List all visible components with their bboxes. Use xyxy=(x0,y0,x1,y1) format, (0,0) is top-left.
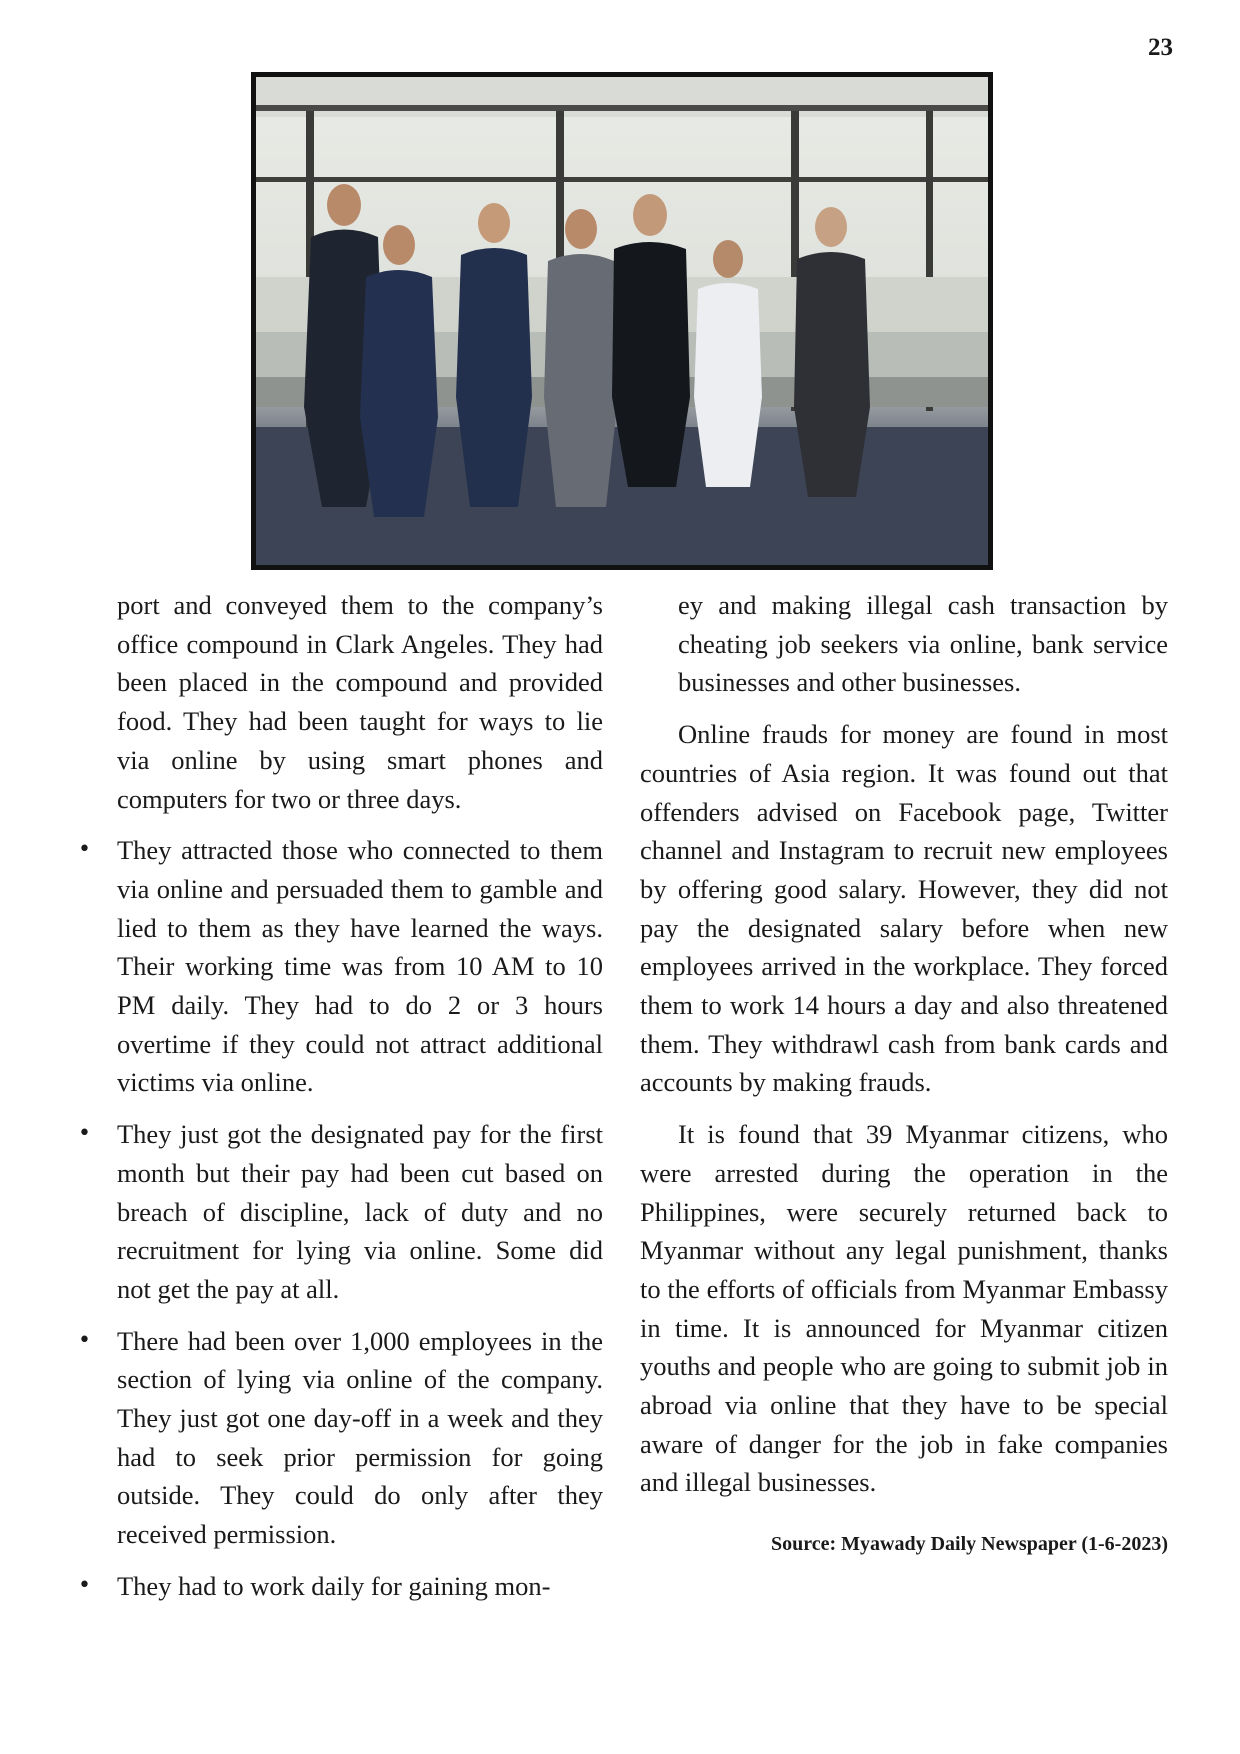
list-item: • There had been over 1,000 employees in the section of lying via online of the company. They just got one day-off in a week and they had to seek prior permission for going outside. They could do only after they received permission. xyxy=(117,1322,603,1554)
bullet-list xyxy=(117,831,603,1605)
body-paragraph: It is found that 39 Myanmar citizens, who were arrested during the operation in the Philippines, were securely returned back to Myanmar without any legal punishment, thanks to the efforts of officials from Myanmar Embassy in time. It is announced for Myanmar citizen youths and people who are going to submit job in abroad via online that they have to be special aware of danger for the job in fake companies and illegal businesses. xyxy=(640,1119,1168,1498)
group-photo xyxy=(251,72,993,570)
left-column xyxy=(117,586,603,1619)
right-column xyxy=(640,586,1168,1558)
intro-paragraph: port and conveyed them to the company’s office compound in Clark Angeles. They had been placed in the compound and provided food. They had been taught for ways to lie via online by using smart phones and computers for two or three days. xyxy=(117,590,603,814)
list-item: • They attracted those who connected to them via online and persuaded them to gamble and lied to them as they have learned the ways. Their working time was from 10 AM to 10 PM daily. They had to do 2 or 3 hours overtime if they could not attract additional victims via online. xyxy=(117,831,603,1102)
continued-bullet-text: ey and making illegal cash transaction by cheating job seekers via online, bank service businesses and other businesses. xyxy=(678,590,1168,698)
source-citation: Source: Myawady Daily Newspaper (1-6-2023) xyxy=(770,1533,1168,1556)
list-item: • They just got the designated pay for the first month but their pay had been cut based on breach of discipline, lack of duty and no recruitment for lying via online. Some did not get the pay at all. xyxy=(117,1115,603,1309)
group-photo-icon xyxy=(256,77,988,565)
list-item: • They had to work daily for gaining mon- xyxy=(117,1567,603,1606)
body-paragraph: Online frauds for money are found in most countries of Asia region. It was found out that offenders advised on Facebook page, Twitter channel and Instagram to recruit new employees by offering good salary. However, they did not pay the designated salary before when new employees arrived in the workplace. They forced them to work 14 hours a day and also threatened them. They withdrawl cash from bank cards and accounts by making frauds. xyxy=(640,719,1168,1098)
page-number: 23 xyxy=(1148,34,1173,61)
